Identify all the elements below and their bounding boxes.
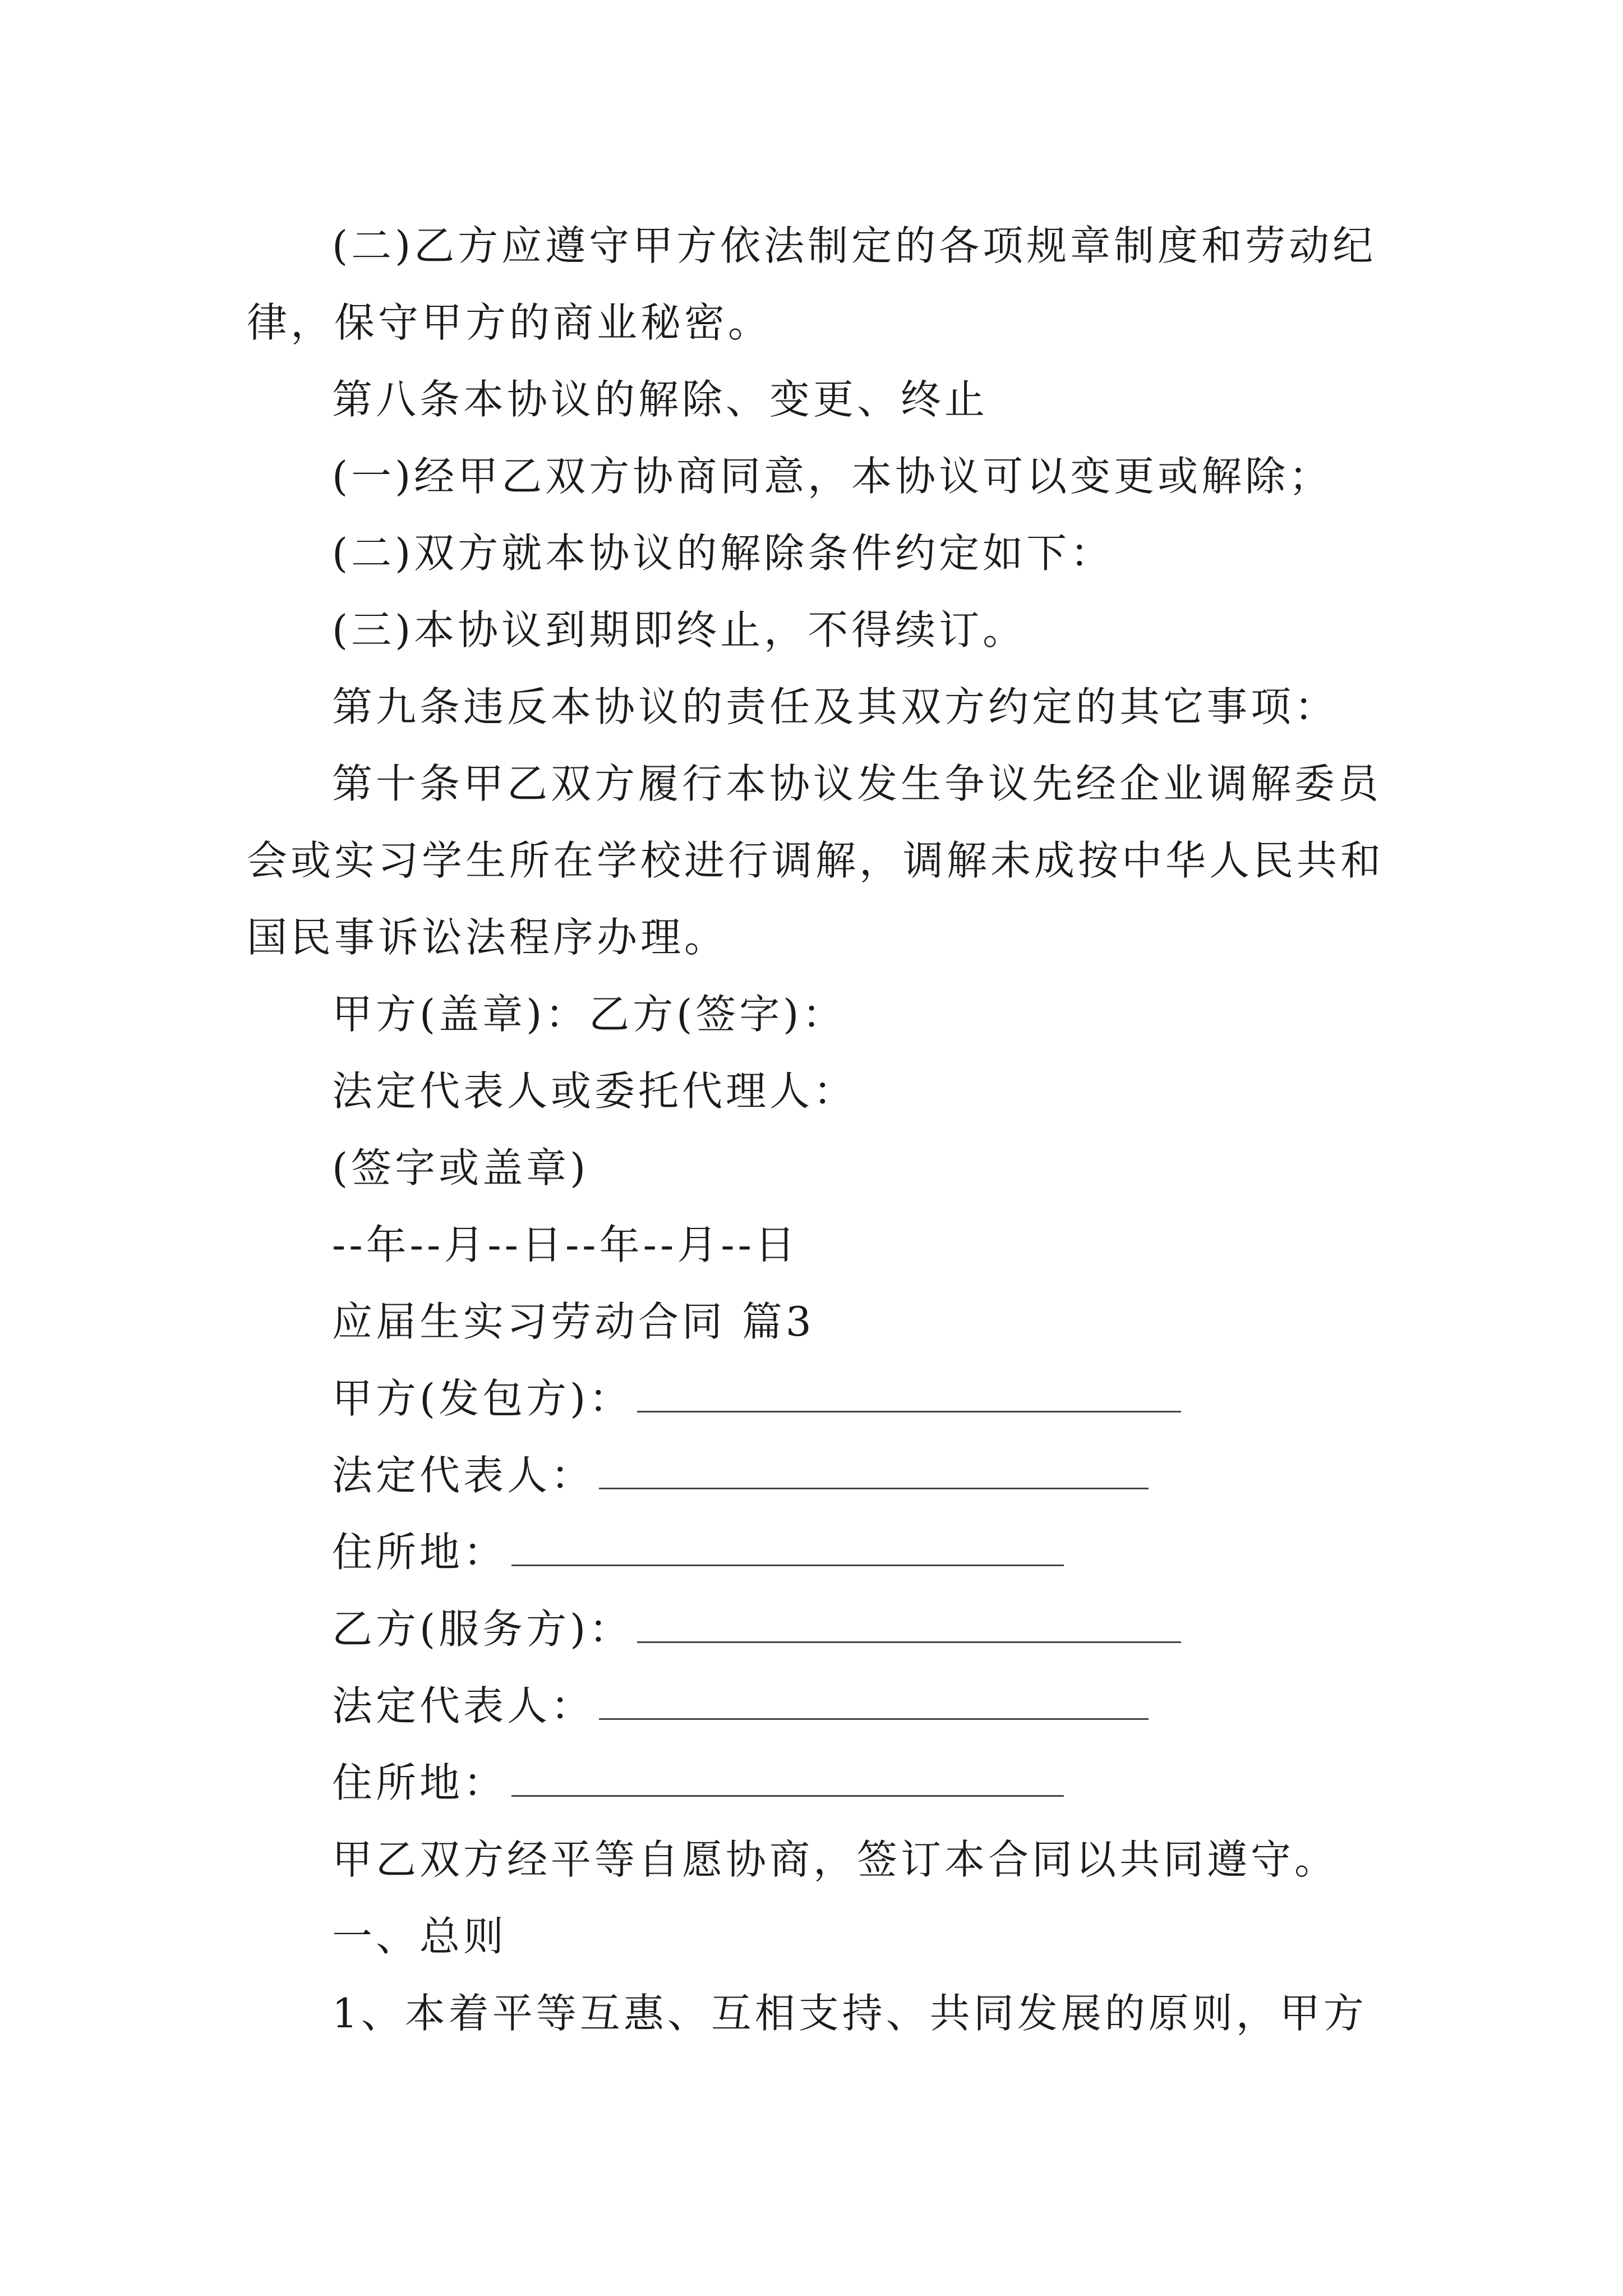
field-party-a [247, 1360, 1385, 1437]
date-line: --年--月--日--年--月--日 [332, 1221, 799, 1268]
field-label: 甲方(发包方)： [332, 1375, 633, 1422]
document-body [247, 208, 1385, 2052]
blank-underline [599, 1488, 1149, 1489]
field-party-b-address [247, 1745, 1385, 1821]
article-10-paragraph: 第十条甲乙双方履行本协议发生争议先经企业调解委员会或实习学生所在学校进行调解，调解未成按中华人民共和国民事诉讼法程序办理。 [247, 760, 1385, 961]
article-8-item-3: (三)本协议到期即终止，不得续订。 [332, 606, 1027, 654]
field-party-b-representative [247, 1668, 1385, 1745]
field-label: 乙方(服务方)： [332, 1605, 633, 1653]
general-provisions-item-1: 1、本着平等互惠、互相支持、共同发展的原则，甲方 [332, 1990, 1367, 2037]
field-label: 住所地： [332, 1529, 508, 1576]
field-label: 住所地： [332, 1759, 508, 1806]
field-label: 法定代表人： [332, 1452, 595, 1499]
signature-parties-line: 甲方(盖章)：乙方(签字)： [332, 991, 846, 1038]
field-party-a-address [247, 1514, 1385, 1591]
blank-underline [511, 1565, 1064, 1566]
paragraph-rules-compliance: (二)乙方应遵守甲方依法制定的各项规章制度和劳动纪律，保守甲方的商业秘密。 [247, 222, 1377, 346]
blank-underline [637, 1411, 1181, 1412]
article-8-item-1: (一)经甲乙双方协商同意，本协议可以变更或解除； [332, 453, 1333, 500]
blank-underline [599, 1718, 1149, 1720]
sign-or-seal-line: (签字或盖章) [332, 1144, 589, 1191]
field-label: 法定代表人： [332, 1682, 595, 1729]
field-party-b [247, 1591, 1385, 1668]
agreement-statement: 甲乙双方经平等自愿协商，签订本合同以共同遵守。 [332, 1836, 1339, 1883]
legal-representative-line: 法定代表人或委托代理人： [332, 1068, 857, 1115]
general-provisions-heading: 一、总则 [332, 1913, 508, 1960]
article-9-heading: 第九条违反本协议的责任及其双方约定的其它事项： [332, 683, 1339, 730]
article-8-heading: 第八条本协议的解除、变更、终止 [332, 376, 989, 423]
contract-section-title: 应届生实习劳动合同 篇3 [332, 1298, 815, 1345]
blank-underline [511, 1795, 1064, 1797]
field-party-a-representative [247, 1437, 1385, 1514]
blank-underline [637, 1641, 1181, 1643]
article-8-item-2: (二)双方就本协议的解除条件约定如下： [332, 530, 1114, 577]
